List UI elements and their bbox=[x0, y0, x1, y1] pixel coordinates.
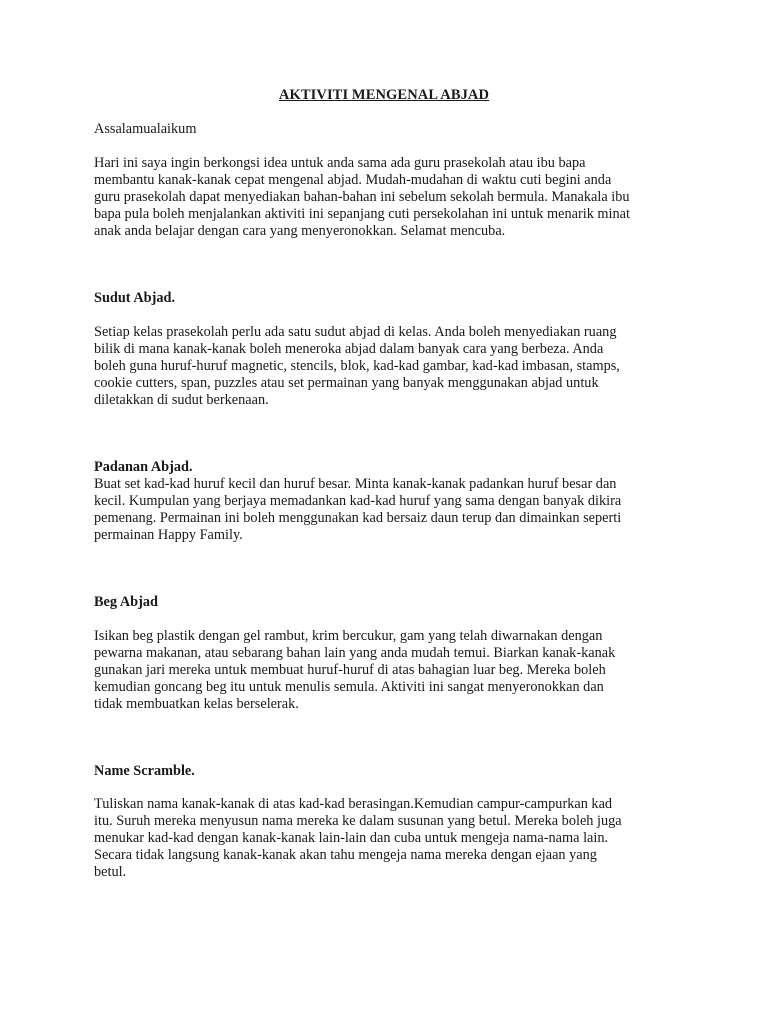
section-paragraph-sudut-abjad bbox=[94, 324, 684, 409]
paragraph-line: tidak membuatkan kelas berselerak. bbox=[94, 696, 299, 712]
paragraph-line: menukar kad-kad dengan kanak-kanak lain-lain dan cuba untuk mengeja nama-nama lain. bbox=[94, 830, 609, 846]
section-paragraph-padanan-abjad bbox=[94, 476, 684, 544]
intro-paragraph bbox=[94, 155, 684, 240]
paragraph-line: kemudian goncang beg itu untuk menulis semula. Aktiviti ini sangat menyeronokkan dan bbox=[94, 679, 604, 695]
section-heading-sudut-abjad: Sudut Abjad. bbox=[94, 290, 176, 306]
intro-line: anak anda belajar dengan cara yang menyeronokkan. Selamat mencuba. bbox=[94, 223, 506, 239]
paragraph-line: diletakkan di sudut berkenaan. bbox=[94, 392, 269, 408]
paragraph-line: kecil. Kumpulan yang berjaya memadankan kad-kad huruf yang sama dengan banyak dikira bbox=[94, 493, 622, 509]
section-paragraph-beg-abjad bbox=[94, 628, 684, 713]
paragraph-line: permainan Happy Family. bbox=[94, 527, 243, 543]
paragraph-line: Secara tidak langsung kanak-kanak akan tahu mengeja nama mereka dengan ejaan yang bbox=[94, 847, 597, 863]
intro-line: membantu kanak-kanak cepat mengenal abjad. Mudah-mudahan di waktu cuti begini anda bbox=[94, 172, 612, 188]
intro-line: guru prasekolah dapat menyediakan bahan-bahan ini sebelum sekolah bermula. Manakala ibu bbox=[94, 189, 630, 205]
paragraph-line: Isikan beg plastik dengan gel rambut, krim bercukur, gam yang telah diwarnakan dengan bbox=[94, 628, 603, 644]
section-heading-beg-abjad: Beg Abjad bbox=[94, 594, 158, 610]
section-paragraph-name-scramble bbox=[94, 796, 684, 881]
paragraph-line: cookie cutters, span, puzzles atau set permainan yang banyak menggunakan abjad untuk bbox=[94, 375, 599, 391]
document-title: AKTIVITI MENGENAL ABJAD bbox=[278, 87, 490, 103]
paragraph-line: betul. bbox=[94, 864, 127, 880]
paragraph-line: Buat set kad-kad huruf kecil dan huruf besar. Minta kanak-kanak padankan huruf besar dan bbox=[94, 476, 617, 492]
paragraph-line: pewarna makanan, atau sebarang bahan lain yang anda mudah temui. Biarkan kanak-kanak bbox=[94, 645, 616, 661]
greeting: Assalamualaikum bbox=[94, 121, 197, 137]
paragraph-line: itu. Suruh mereka menyusun nama mereka ke dalam susunan yang betul. Mereka boleh juga bbox=[94, 813, 622, 829]
section-heading-padanan-abjad: Padanan Abjad. bbox=[94, 459, 193, 475]
paragraph-line: Tuliskan nama kanak-kanak di atas kad-kad berasingan.Kemudian campur-campurkan kad bbox=[94, 796, 613, 812]
paragraph-line: boleh guna huruf-huruf magnetic, stencils, blok, kad-kad gambar, kad-kad imbasan, stamps, bbox=[94, 358, 620, 374]
section-heading-name-scramble: Name Scramble. bbox=[94, 763, 195, 779]
paragraph-line: pemenang. Permainan ini boleh menggunakan kad bersaiz daun terup dan dimainkan seperti bbox=[94, 510, 622, 526]
paragraph-line: bilik di mana kanak-kanak boleh meneroka abjad dalam banyak cara yang berbeza. Anda bbox=[94, 341, 604, 357]
intro-line: bapa pula boleh menjalankan aktiviti ini sepanjang cuti persekolahan ini untuk menarik minat bbox=[94, 206, 630, 222]
paragraph-line: gunakan jari mereka untuk membuat huruf-huruf di atas bahagian luar beg. Mereka boleh bbox=[94, 662, 606, 678]
intro-line: Hari ini saya ingin berkongsi idea untuk anda sama ada guru prasekolah atau ibu bapa bbox=[94, 155, 586, 171]
paragraph-line: Setiap kelas prasekolah perlu ada satu sudut abjad di kelas. Anda boleh menyediakan ruang bbox=[94, 324, 617, 340]
